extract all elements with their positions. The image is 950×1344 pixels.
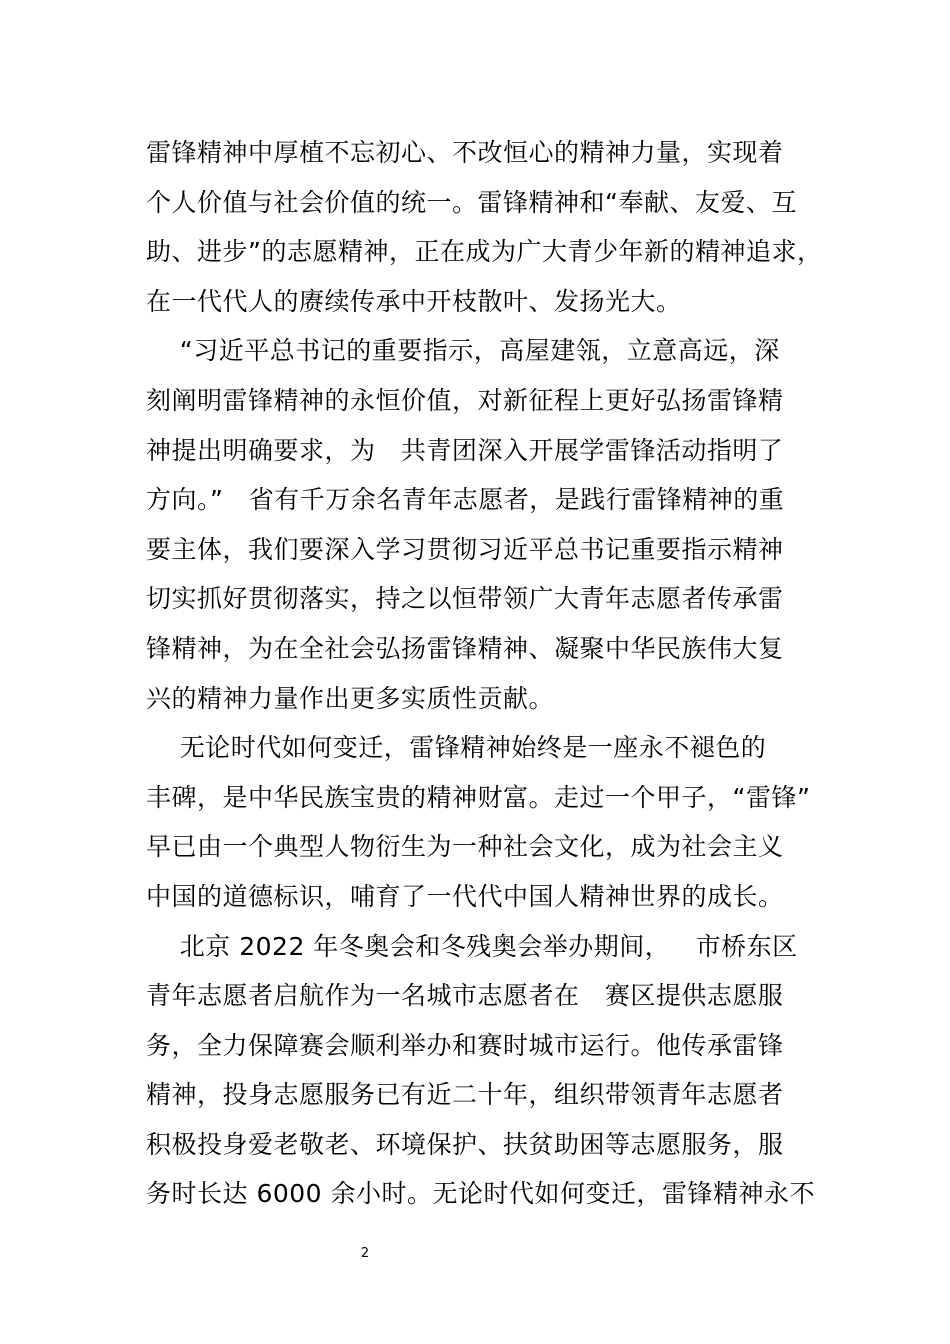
body-text — [146, 128, 846, 1219]
text-line-8: 方向。” 省有千万余名青年志愿者，是践行雷锋精神的重 — [146, 485, 785, 515]
text-line-5: “习近平总书记的重要指示，高屋建瓴，立意高远，深 — [146, 336, 780, 366]
text-line-16: 中国的道德标识，哺育了一代代中国人精神世界的成长。 — [146, 881, 784, 911]
text-line-21: 积极投身爱老敬老、环境保护、扶贫助困等志愿服务，服 — [146, 1129, 784, 1159]
text-line-18: 青年志愿者启航作为一名城市志愿者在 赛区提供志愿服 — [146, 981, 784, 1011]
text-line-15: 早已由一个典型人物衍生为一种社会文化，成为社会主义 — [146, 832, 784, 862]
text-line-4: 在一代代人的赓续传承中开枝散叶、发扬光大。 — [146, 286, 682, 316]
text-line-20: 精神，投身志愿服务已有近二十年，组织带领青年志愿者 — [146, 1080, 784, 1110]
text-line-17: 北京 2022 年冬奥会和冬残奥会举办期间， 市桥东区 — [146, 931, 798, 961]
text-line-19: 务，全力保障赛会顺利举办和赛时城市运行。他传承雷锋 — [146, 1030, 784, 1060]
text-line-9: 要主体，我们要深入学习贯彻习近平总书记重要指示精神 — [146, 534, 784, 564]
text-line-10: 切实抓好贯彻落实，持之以恒带领广大青年志愿者传承雷 — [146, 584, 784, 614]
text-line-7: 神提出明确要求，为 共青团深入开展学雷锋活动指明了 — [146, 435, 784, 465]
text-line-14: 丰碑，是中华民族宝贵的精神财富。走过一个甲子，“雷锋” — [146, 782, 811, 812]
text-line-6: 刻阐明雷锋精神的永恒价值，对新征程上更好弘扬雷锋精 — [146, 385, 784, 415]
text-line-11: 锋精神，为在全社会弘扬雷锋精神、凝聚中华民族伟大复 — [146, 633, 784, 663]
text-line-12: 兴的精神力量作出更多实质性贡献。 — [146, 683, 555, 713]
text-line-13: 无论时代如何变迁，雷锋精神始终是一座永不褪色的 — [146, 733, 767, 763]
text-line-3: 助、进步”的志愿精神，正在成为广大青少年新的精神追求， — [146, 237, 823, 267]
text-line-1: 雷锋精神中厚植不忘初心、不改恒心的精神力量，实现着 — [146, 138, 784, 167]
page-number: 2 — [360, 1246, 370, 1261]
text-line-22: 务时长达 6000 余小时。无论时代如何变迁，雷锋精神永不 — [146, 1179, 816, 1209]
text-line-2: 个人价值与社会价值的统一。雷锋精神和“奉献、友爱、互 — [146, 187, 797, 217]
